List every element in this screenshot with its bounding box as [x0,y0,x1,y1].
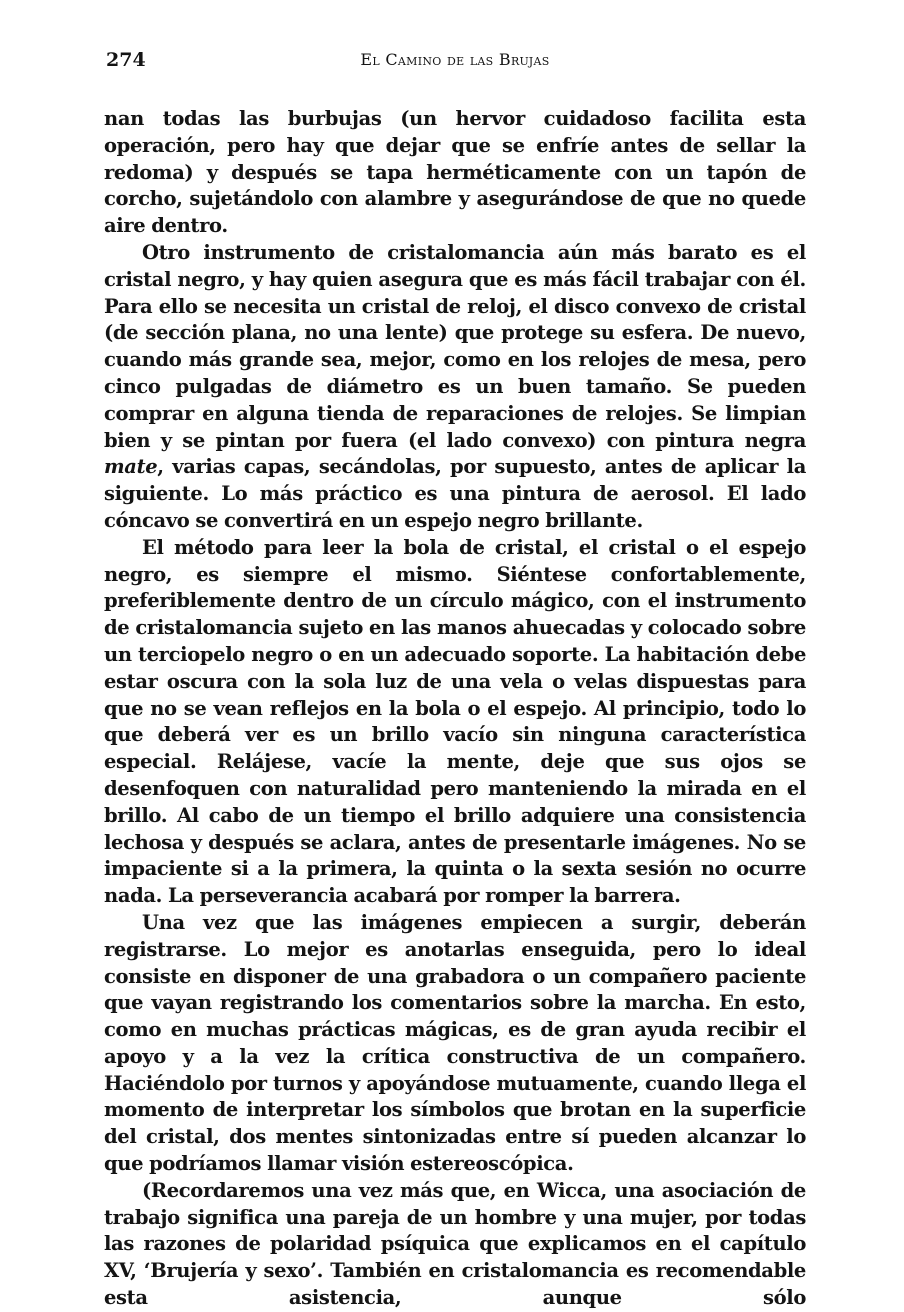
paragraph-3: El método para leer la bola de cristal, el cristal o el espejo negro, es siempre el mismo. Siéntese confortablemente, preferiblemente dentro de un círculo mágico, con el instrumento de cristalomancia sujeto en las manos ahuecadas y colocado sobre un terciopelo negro o en un adecuado soporte. La habitación debe estar oscura con la sola luz de una vela o velas dispuestas para que no se vean reflejos en la bola o el espejo. Al principio, todo lo que deberá ver es un brillo vacío sin ninguna característica especial. Relájese, vacíe la mente, deje que sus ojos se desenfoquen con naturalidad pero manteniendo la mirada en el brillo. Al cabo de un tiempo el brillo adquiere una consistencia lechosa y después se aclara, antes de presentarle imágenes. No se impaciente si a la primera, la quinta o la sexta sesión no ocurre nada. La perseverancia acabará por romper la barrera. [104,535,806,908]
paragraph-2-text-b: , varias capas, secándolas, por supuesto, antes de aplicar la siguiente. Lo más práctico es una pintura de aerosol. El lado cóncavo se convertirá en un espejo negro brillante. [104,455,806,532]
paragraph-1: nan todas las burbujas (un hervor cuidadoso facilita esta operación, pero hay que dejar que se enfríe antes de sellar la redoma) y después se tapa herméticamente con un tapón de corcho, sujetándolo con alambre y asegurándose de que no quede aire dentro. [104,107,806,238]
paragraph-2 [104,240,806,535]
running-title: El Camino de las Brujas [360,50,550,69]
running-head [106,46,804,78]
page-number: 274 [106,49,146,71]
paragraph-5: (Recordaremos una vez más que, en Wicca, una asociación de trabajo significa una pareja de un hombre y una mujer, por todas las razones de polaridad psíquica que explicamos en el capítulo XV, ‘Brujería y sexo’. También en cristalomancia es recomendable esta asistencia, aunque sólo [104,1178,806,1310]
paragraph-2-italic: mate [104,455,158,479]
paragraph-4: Una vez que las imágenes empiecen a surgir, deberán registrarse. Lo mejor es anotarlas enseguida, pero lo ideal consiste en disponer de una grabadora o un compañero paciente que vayan registrando los comentarios sobre la marcha. En esto, como en muchas prácticas mágicas, es de gran ayuda recibir el apoyo y a la vez la crítica constructiva de un compañero. Haciéndolo por turnos y apoyándose mutuamente, cuando llega el momento de interpretar los símbolos que brotan en la superficie del cristal, dos mentes sintonizadas entre sí pueden alcanzar lo que podríamos llamar visión estereoscópica. [104,910,806,1176]
body-text [104,106,806,1312]
paragraph-2-text-a: Otro instrumento de cristalomancia aún más barato es el cristal negro, y hay quien asegura que es más fácil trabajar con él. Para ello se necesita un cristal de reloj, el disco convexo de cristal (de sección plana, no una lente) que protege su esfera. De nuevo, cuando más grande sea, mejor, como en los relojes de mesa, pero cinco pulgadas de diámetro es un buen tamaño. Se pueden comprar en alguna tienda de reparaciones de relojes. Se limpian bien y se pintan por fuera (el lado convexo) con pintura negra [104,240,806,452]
